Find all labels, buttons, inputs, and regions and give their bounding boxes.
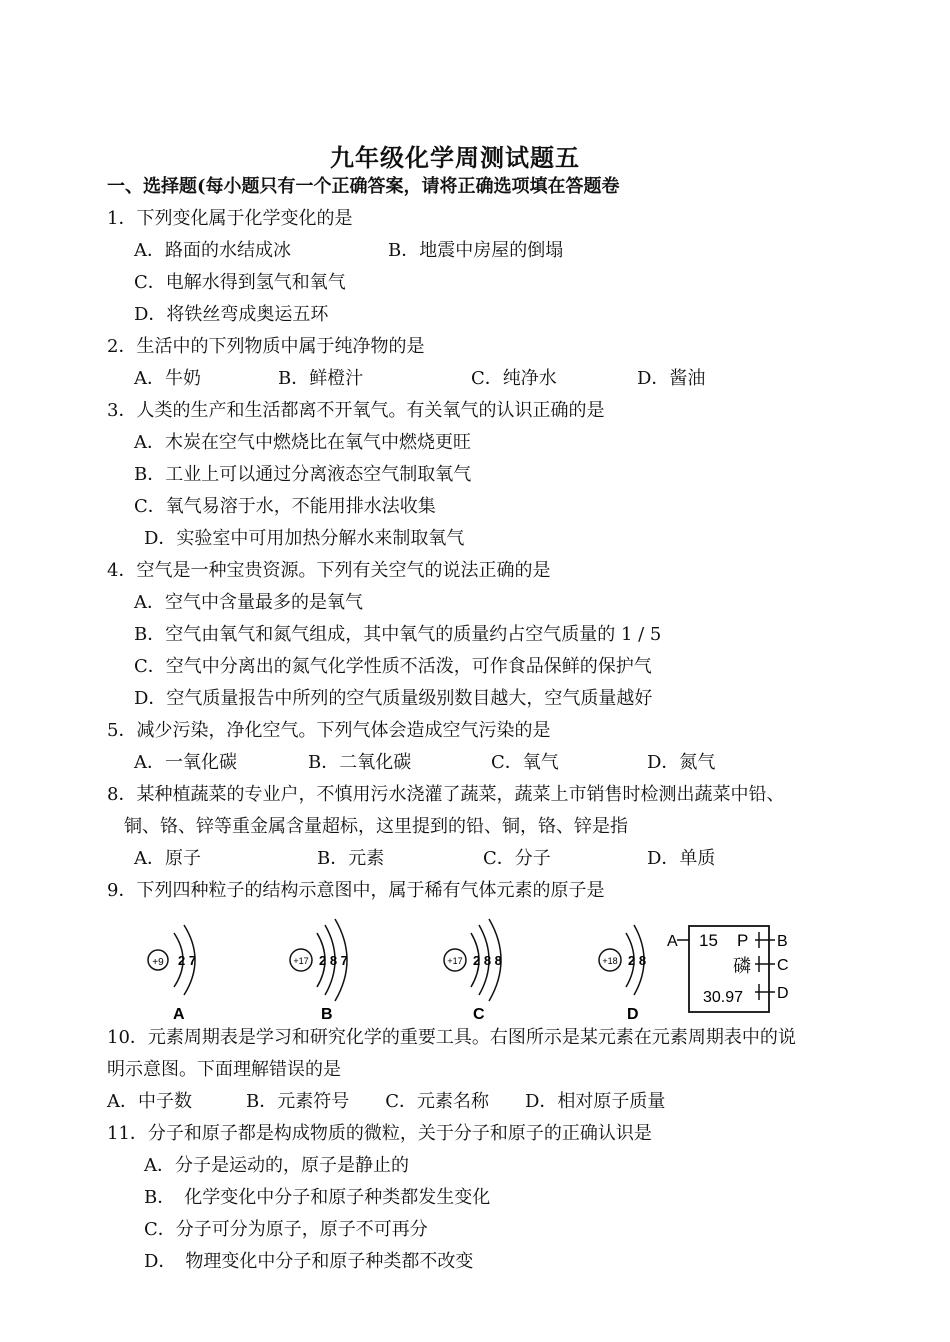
q5-option-c: C．氧气 — [491, 752, 559, 773]
q11-option-b: B． 化学变化中分子和原子种类都发生变化 — [144, 1187, 491, 1208]
atom-d-nucleus: +18 — [602, 956, 618, 966]
q3-stem: 3．人类的生产和生活都离不开氧气。有关氧气的认识正确的是 — [107, 400, 605, 421]
q1-option-d: D．将铁丝弯成奥运五环 — [134, 304, 329, 325]
element-name: 磷 — [733, 956, 751, 976]
q4-option-d: D．空气质量报告中所列的空气质量级别数目越大，空气质量越好 — [134, 688, 653, 709]
q4-stem: 4．空气是一种宝贵资源。下列有关空气的说法正确的是 — [107, 560, 551, 581]
q3-option-b: B．工业上可以通过分离液态空气制取氧气 — [134, 464, 472, 485]
atom-c-label: C — [473, 1006, 485, 1023]
q9-stem: 9．下列四种粒子的结构示意图中，属于稀有气体元素的原子是 — [107, 880, 605, 901]
atom-a-nucleus: +9 — [152, 957, 164, 968]
element-label-a: A — [667, 933, 678, 950]
q8-stem-line2: 铜、铬、锌等重金属含量超标，这里提到的铅、铜，铬、锌是指 — [124, 816, 628, 837]
q8-option-d: D．单质 — [647, 848, 716, 869]
q11-option-c: C．分子可分为原子，原子不可再分 — [144, 1219, 428, 1240]
q11-stem: 11．分子和原子都是构成物质的微粒，关于分子和原子的正确认识是 — [107, 1123, 652, 1144]
q1-option-c: C．电解水得到氢气和氧气 — [134, 272, 346, 293]
atom-d-shells: 2 8 — [628, 953, 647, 968]
element-label-b: B — [777, 933, 788, 950]
q5-stem: 5．减少污染，净化空气。下列气体会造成空气污染的是 — [107, 720, 551, 741]
q3-option-a: A．木炭在空气中燃烧比在氧气中燃烧更旺 — [134, 432, 471, 453]
q4-option-c: C．空气中分离出的氮气化学性质不活泼，可作食品保鲜的保护气 — [134, 656, 652, 677]
element-number: 15 — [699, 931, 718, 950]
q2-stem: 2．生活中的下列物质中属于纯净物的是 — [107, 336, 425, 357]
atom-d-label: D — [627, 1006, 639, 1023]
q3-option-d: D．实验室中可用加热分解水来制取氧气 — [144, 528, 465, 549]
q10-stem-line2: 明示意图。下面理解错误的是 — [107, 1059, 341, 1080]
element-label-c: C — [777, 957, 789, 974]
element-label-d: D — [777, 985, 789, 1002]
q1-option-a: A．路面的水结成冰 — [134, 240, 291, 261]
q5-option-d: D．氮气 — [647, 752, 716, 773]
atom-c-nucleus: +17 — [447, 956, 463, 966]
q1-option-b: B．地震中房屋的倒塌 — [388, 240, 564, 261]
section-heading: 一、选择题(每小题只有一个正确答案，请将正确选项填在答题卷 — [107, 176, 620, 197]
element-mass: 30.97 — [703, 989, 744, 1006]
q8-option-c: C．分子 — [483, 848, 551, 869]
q8-option-b: B．元素 — [317, 848, 385, 869]
atom-b-nucleus: +17 — [293, 956, 309, 966]
atom-diagram-b — [283, 915, 383, 1025]
q8-option-a: A．原子 — [134, 848, 201, 869]
q4-option-a: A．空气中含量最多的是氧气 — [134, 592, 363, 613]
q3-option-c: C．氧气易溶于水，不能用排水法收集 — [134, 496, 436, 517]
atom-diagram-c — [437, 915, 537, 1025]
atom-b-shells: 2 8 7 — [319, 953, 348, 968]
page-title: 九年级化学周测试题五 — [330, 143, 580, 172]
q11-option-a: A．分子是运动的，原子是静止的 — [144, 1155, 409, 1176]
atom-a-shells: 2 7 — [178, 953, 197, 968]
atom-c-shells: 2 8 8 — [473, 953, 502, 968]
atom-diagram-a — [140, 915, 230, 1025]
element-symbol: P — [737, 931, 749, 950]
q1-stem: 1．下列变化属于化学变化的是 — [107, 208, 353, 229]
atom-diagram-d — [595, 915, 675, 1025]
q2-option-d: D．酱油 — [637, 368, 706, 389]
q10-options: A．中子数 B．元素符号 C．元素名称 D．相对原子质量 — [107, 1091, 666, 1112]
q11-option-d: D． 物理变化中分子和原子种类都不改变 — [144, 1251, 474, 1272]
q8-stem-line1: 8．某种植蔬菜的专业户，不慎用污水浇灌了蔬菜，蔬菜上市销售时检测出蔬菜中铅、 — [107, 784, 785, 805]
q5-option-b: B．二氧化碳 — [308, 752, 412, 773]
q5-option-a: A．一氧化碳 — [134, 752, 237, 773]
q2-option-a: A．牛奶 — [134, 368, 201, 389]
element-card — [665, 922, 795, 1018]
atom-a-label: A — [173, 1006, 185, 1023]
q2-option-c: C．纯净水 — [471, 368, 557, 389]
q4-option-b: B．空气由氧气和氮气组成，其中氧气的质量约占空气质量的 1 / 5 — [134, 624, 662, 645]
q10-stem-line1: 10．元素周期表是学习和研究化学的重要工具。右图所示是某元素在元素周期表中的说 — [107, 1027, 796, 1048]
atom-b-label: B — [321, 1006, 333, 1023]
q2-option-b: B．鲜橙汁 — [278, 368, 364, 389]
